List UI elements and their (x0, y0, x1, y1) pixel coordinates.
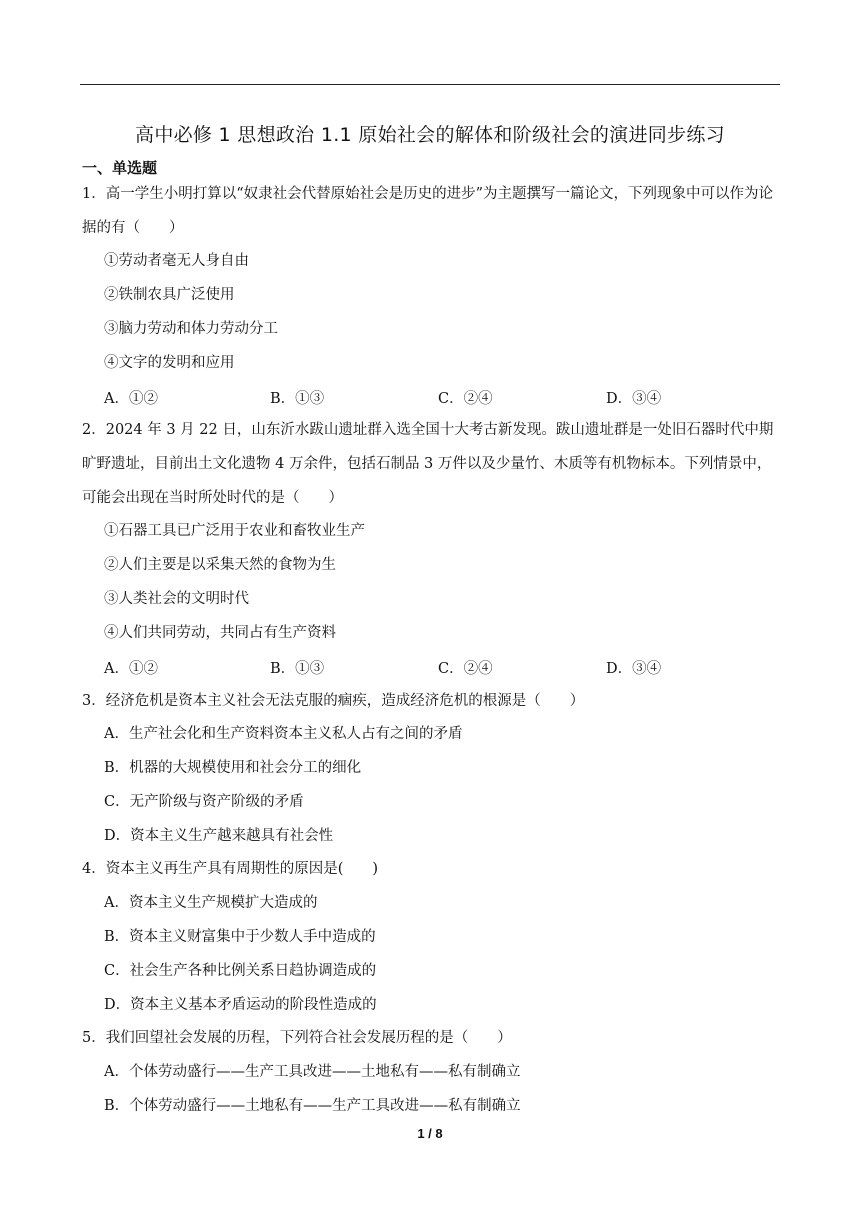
q4-option-d[interactable]: D．资本主义基本矛盾运动的阶段性造成的 (104, 997, 377, 1013)
question-5-stem: 5．我们回望社会发展的历程，下列符合社会发展历程的是（ ） (82, 1030, 512, 1046)
q2-options (104, 657, 784, 677)
q1-item-1: ①劳动者毫无人身自由 (104, 253, 249, 269)
q2-item-4: ④人们共同劳动，共同占有生产资料 (104, 625, 336, 641)
q3-option-a[interactable]: A．生产社会化和生产资料资本主义私人占有之间的矛盾 (104, 726, 463, 742)
q1-item-2: ②铁制农具广泛使用 (104, 287, 235, 303)
q1-item-4: ④文字的发明和应用 (104, 355, 235, 371)
header-rule (80, 84, 780, 85)
q2-option-b[interactable]: B．①③ (270, 661, 325, 677)
q5-option-b[interactable]: B．个体劳动盛行——土地私有——生产工具改进——私有制确立 (104, 1098, 521, 1114)
question-3-stem: 3．经济危机是资本主义社会无法克服的痼疾，造成经济危机的根源是（ ） (82, 693, 585, 709)
q5-option-a[interactable]: A．个体劳动盛行——生产工具改进——土地私有——私有制确立 (104, 1064, 521, 1080)
q2-item-2: ②人们主要是以采集天然的食物为生 (104, 557, 336, 573)
question-1-stem: 1．高一学生小明打算以“奴隶社会代替原始社会是历史的进步”为主题撰写一篇论文，下列现象中可以作为论据的有（ ） (82, 186, 774, 236)
q2-option-d[interactable]: D．③④ (606, 661, 662, 677)
q4-option-b[interactable]: B．资本主义财富集中于少数人手中造成的 (104, 929, 376, 945)
q2-option-a[interactable]: A．①② (104, 661, 158, 677)
q2-item-3: ③人类社会的文明时代 (104, 591, 249, 607)
q1-option-c[interactable]: C．②④ (438, 391, 493, 407)
q3-option-b[interactable]: B．机器的大规模使用和社会分工的细化 (104, 760, 362, 776)
q1-options (104, 387, 784, 407)
q3-option-c[interactable]: C．无产阶级与资产阶级的矛盾 (104, 794, 304, 810)
q1-item-3: ③脑力劳动和体力劳动分工 (104, 321, 278, 337)
q4-option-c[interactable]: C．社会生产各种比例关系日趋协调造成的 (104, 963, 377, 979)
section-heading: 一、单选题 (82, 159, 158, 177)
q1-option-b[interactable]: B．①③ (270, 391, 325, 407)
q1-option-a[interactable]: A．①② (104, 391, 158, 407)
q3-option-d[interactable]: D．资本主义生产越来越具有社会性 (104, 828, 334, 844)
question-4-stem: 4．资本主义再生产具有周期性的原因是( ) (82, 861, 379, 877)
q2-option-c[interactable]: C．②④ (438, 661, 493, 677)
page-number: 1 / 8 (417, 1126, 443, 1141)
question-2-stem: 2．2024 年 3 月 22 日，山东沂水跋山遗址群入选全国十大考古新发现。跋山遗址群是一处旧石器时代中期旷野遗址，目前出土文化遗物 4 万余件，包括石制品 3 万件以及少量竹、木质等有机物标本。下列情景中，可能会出现在当时所处时代的是（ ） (82, 422, 774, 506)
page-title: 高中必修 1 思想政治 1.1 原始社会的解体和阶级社会的演进同步练习 (135, 124, 725, 146)
q4-option-a[interactable]: A．资本主义生产规模扩大造成的 (104, 895, 318, 911)
q2-item-1: ①石器工具已广泛用于农业和畜牧业生产 (104, 523, 365, 539)
q1-option-d[interactable]: D．③④ (606, 391, 662, 407)
